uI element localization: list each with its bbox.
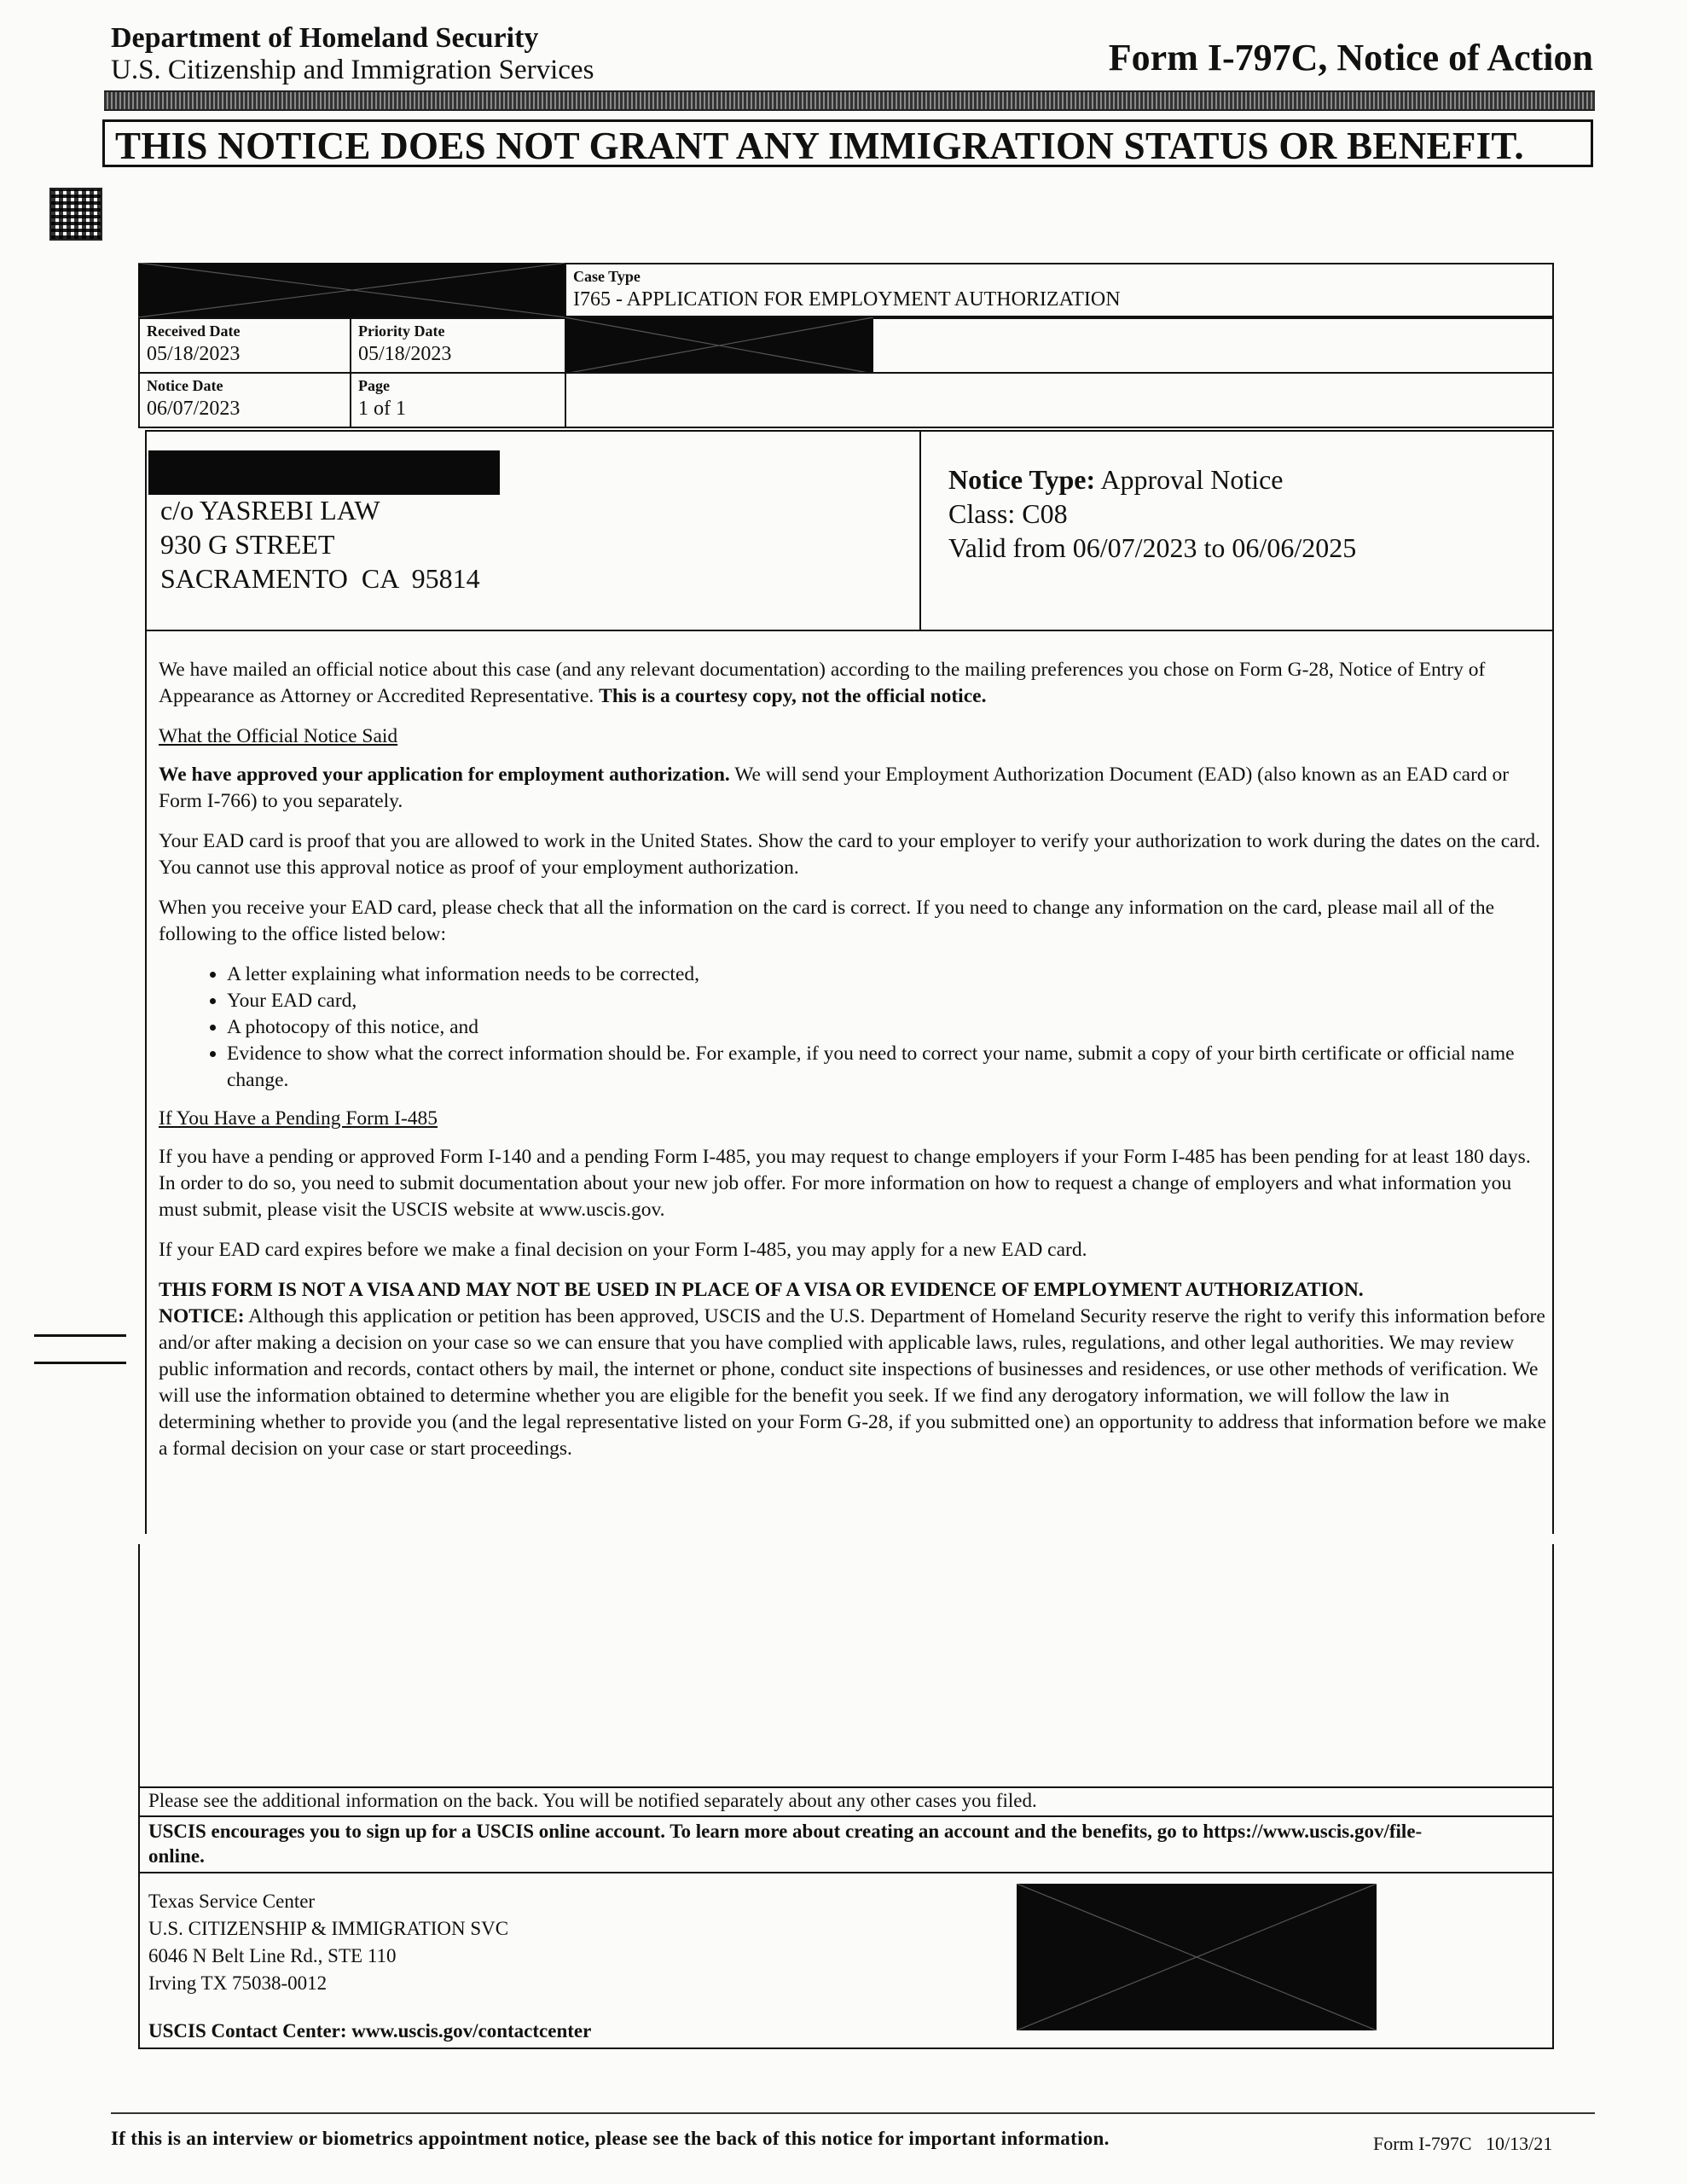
office-line-3: 6046 N Belt Line Rd., STE 110: [148, 1945, 397, 1966]
agency-name: Department of Homeland Security: [111, 22, 539, 54]
paragraph-notice: [159, 1304, 1549, 1462]
empty-cell: [565, 372, 1554, 428]
notice-date-value: 06/07/2023: [147, 398, 241, 420]
redacted-beneficiary: [565, 317, 873, 374]
not-a-visa-statement: THIS FORM IS NOT A VISA AND MAY NOT BE USED IN PLACE OF A VISA OR EVIDENCE OF EMPLOYMENT AUTHORIZATION.: [159, 1279, 1364, 1301]
bottom-rule: [111, 2112, 1595, 2114]
priority-date-label: Priority Date: [358, 322, 445, 340]
approval-statement: We have approved your application for employment authorization.: [159, 764, 730, 786]
agency-subname: U.S. Citizenship and Immigration Services: [111, 55, 594, 85]
warning-banner: [102, 119, 1593, 167]
paragraph-check-card: When you receive your EAD card, please check that all the information on the card is correct. If you need to change any information on the card, please mail all of the following to the office listed below:: [159, 897, 1495, 945]
redacted-signature: [1017, 1884, 1377, 2030]
address-line-1: c/o YASREBI LAW: [160, 495, 380, 526]
office-line-2: U.S. CITIZENSHIP & IMMIGRATION SVC: [148, 1918, 509, 1939]
section-heading-official-notice: What the Official Notice Said: [159, 725, 398, 747]
notice-class: Class: C08: [948, 498, 1068, 529]
paragraph-mailing: [159, 657, 1549, 710]
warning-text: THIS NOTICE DOES NOT GRANT ANY IMMIGRATION STATUS OR BENEFIT.: [115, 125, 1524, 167]
margin-mark: [34, 1334, 126, 1337]
received-date-value: 05/18/2023: [147, 343, 241, 365]
header-rule: [104, 90, 1595, 111]
notice-text: Although this application or petition has been approved, USCIS and the U.S. Department of Homeland Security reserve the right to verify this information before and/or after making a decision on your case so we can ensure that you have complied with applicable laws, rules, regulations, and other legal authorities. We may review public information and records, contact others by mail, the internet or phone, conduct site inspections of businesses and residences, or use other methods of verification. We will use the information obtained to determine whether you are eligible for the benefit you seek. If we find any derogatory information, we will follow the law in determining whether to provide you (and the legal representative listed on your Form G-28, if you submitted one) an opportunity to address that information before we make a formal decision on your case or start proceedings.: [159, 1305, 1546, 1460]
correction-list: [159, 961, 1549, 1094]
form-code: Form I-797C 10/13/21: [1373, 2133, 1553, 2154]
case-type-value: I765 - APPLICATION FOR EMPLOYMENT AUTHORIZATION: [573, 288, 1121, 311]
notice-type-value: Approval Notice: [1100, 464, 1284, 495]
received-date-label: Received Date: [147, 322, 241, 340]
notice-type: [948, 462, 1284, 497]
case-type-cell: [565, 263, 1554, 317]
paragraph-i485: If you have a pending or approved Form I-140 and a pending Form I-485, you may request to change employers if your Form I-485 has been pending for at least 180 days. In order to do so, you need to submit documentation about your new job offer. For more information on how to request a change of employers and what information you must submit, please visit the USCIS website at www.uscis.gov.: [159, 1146, 1531, 1221]
paragraph-approval: [159, 762, 1549, 815]
form-title: Form I-797C, Notice of Action: [1108, 37, 1593, 78]
list-item: • A photocopy of this notice, and: [227, 1014, 1549, 1041]
courtesy-copy-text: This is a courtesy copy, not the official notice.: [599, 685, 987, 707]
list-item: • A letter explaining what information needs to be corrected,: [227, 961, 1549, 988]
notice-type-box: [919, 430, 1554, 631]
office-line-1: Texas Service Center: [148, 1891, 316, 1912]
page-value: 1 of 1: [358, 398, 406, 420]
approval-detail: We will send your Employment Authorization Document (EAD) (also known as an EAD card or Form I-766) to you separately.: [159, 764, 1510, 812]
paragraph-ead-expiry: If your EAD card expires before we make a final decision on your Form I-485, you may apply for a new EAD card.: [159, 1239, 1087, 1261]
body-lower-box: [138, 1544, 1554, 1788]
online-account-box: [138, 1815, 1554, 1873]
contact-center: USCIS Contact Center: www.uscis.gov/contactcenter: [148, 2020, 592, 2042]
notice-body: [159, 657, 1549, 1476]
notice-type-label: Notice Type:: [948, 464, 1096, 495]
additional-info-text: Please see the additional information on the back. You will be notified separately about any other cases you filed.: [148, 1790, 1037, 1811]
case-type-label: Case Type: [573, 268, 641, 285]
address-box: [145, 430, 921, 631]
notice-date-cell: [138, 372, 351, 428]
section-heading-i485: If You Have a Pending Form I-485: [159, 1107, 438, 1130]
margin-mark: [34, 1362, 126, 1364]
page-cell: [350, 372, 566, 428]
additional-info-box: [138, 1786, 1554, 1817]
office-line-4: Irving TX 75038-0012: [148, 1972, 328, 1994]
list-item: • Your EAD card,: [227, 988, 1549, 1014]
paragraph-ead-proof: Your EAD card is proof that you are allowed to work in the United States. Show the card to your employer to verify your authorization to work during the dates on the card. You cannot use this approval notice as proof of your employment authorization.: [159, 830, 1541, 879]
notice-date-label: Notice Date: [147, 377, 223, 394]
bottom-notice: If this is an interview or biometrics appointment notice, please see the back of this notice for important information.: [111, 2128, 1110, 2149]
redacted-applicant-name: [148, 450, 500, 495]
address-line-2: 930 G STREET: [160, 529, 335, 560]
priority-date-cell: [350, 317, 566, 374]
barcode-icon: [51, 189, 101, 239]
received-date-cell: [138, 317, 351, 374]
redacted-receipt-number: [138, 263, 566, 317]
list-item: • Evidence to show what the correct information should be. For example, if you need to correct your name, submit a copy of your birth certificate or official name change.: [227, 1041, 1549, 1094]
address-line-3: SACRAMENTO CA 95814: [160, 563, 480, 594]
notice-label: NOTICE:: [159, 1305, 245, 1327]
notice-validity: Valid from 06/07/2023 to 06/06/2025: [948, 532, 1357, 563]
online-account-text: USCIS encourages you to sign up for a USCIS online account. To learn more about creating an account and the benefits, go to https://www.uscis.gov/file-online.: [148, 1821, 1423, 1867]
priority-date-value: 05/18/2023: [358, 343, 452, 365]
page-label: Page: [358, 377, 390, 394]
paragraph-mailing-text: We have mailed an official notice about this case (and any relevant documentation) according to the mailing preferences you chose on Form G-28, Notice of Entry of Appearance as Attorney or Accredited Representative.: [159, 659, 1486, 707]
